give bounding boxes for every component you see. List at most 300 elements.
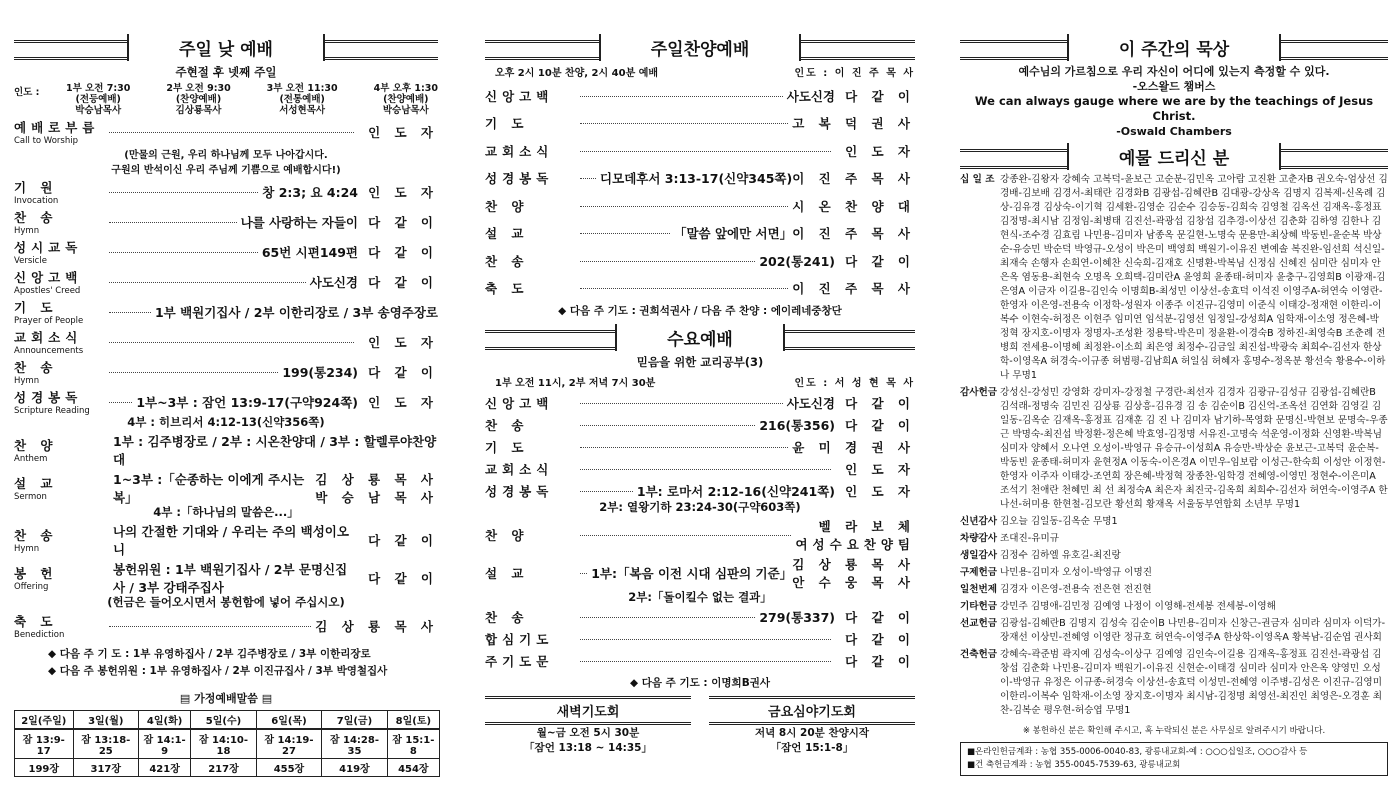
- order-content-text: 1부 : 김주병장로 / 2부 : 시온찬양대 / 3부 : 할렐루야찬양대: [113, 434, 437, 467]
- order-content: [109, 273, 358, 291]
- leader-label: 인도 :: [14, 87, 40, 98]
- giving-label: 신년감사: [960, 516, 998, 527]
- order-presenter: [835, 652, 915, 670]
- order-content: [580, 534, 795, 536]
- online-account: ■온라인헌금계좌 : 농협 355-0006-0040-83, 광릉내교회-예 : ○○○십일조, ○○○감사 등: [967, 747, 1308, 757]
- order-presenter-text: 다 같 이: [368, 215, 438, 230]
- order-item: [485, 193, 915, 219]
- order-presenter-second: 안 수 웅 목 사: [792, 575, 915, 590]
- order-content: [580, 416, 835, 434]
- order-label-english: Prayer of People: [14, 316, 84, 326]
- order-content-text: 사도신경: [786, 88, 835, 104]
- order-label: [485, 197, 580, 215]
- quote-korean: 예수님의 가르침으로 우리 자신이 어디에 있는지 측정할 수 있다.: [1018, 65, 1330, 78]
- order-item: [14, 208, 438, 236]
- order-presenter-text: 이 진 주 목 사: [792, 171, 915, 187]
- order-label-text: 찬 양: [485, 528, 529, 543]
- order-presenter-text: 다 같 이: [845, 654, 915, 669]
- order-presenter-text: 시 온 찬 양 대: [792, 198, 915, 214]
- order-item: [14, 178, 438, 206]
- order-presenter-text: 윤 미 경 권 사: [792, 440, 915, 455]
- order-content-text: 디모데후서 3:13-17(신약345쪽): [600, 171, 793, 187]
- order-label-text: 찬 송: [14, 528, 58, 543]
- home-passage: 잠 14:28-35: [322, 729, 387, 759]
- order-content: [580, 205, 792, 207]
- order-presenter-text: 김 상 룡 목 사: [792, 557, 915, 572]
- home-passage: 잠 15:1-8: [387, 729, 439, 759]
- giving-entry: [960, 532, 1388, 546]
- order-presenter-second: 박 승 남 목 사: [315, 490, 438, 505]
- order-presenter-text: 다 같 이: [368, 245, 438, 260]
- service-choir: (전통예배): [279, 94, 325, 105]
- order-label: [485, 652, 580, 670]
- wednesday-order: [485, 393, 915, 671]
- call-note-1: (만물의 근원, 우리 하나님께 모두 나아갑시다.: [124, 150, 328, 161]
- order-content-text: 나의 간절한 기대와 / 우리는 주의 백성이오니: [113, 524, 349, 557]
- order-row: [485, 555, 915, 591]
- order-content: [580, 150, 835, 152]
- order-content: [580, 660, 835, 662]
- order-label-text: 교회소식: [485, 143, 554, 159]
- order-row: [14, 208, 438, 236]
- order-row: [14, 298, 438, 326]
- order-item: [485, 555, 915, 605]
- order-row: [485, 393, 915, 413]
- order-label: [485, 438, 580, 456]
- order-label: [14, 436, 109, 464]
- order-content-text: 199(통234): [282, 365, 358, 380]
- order-content: [580, 482, 835, 500]
- order-row: [485, 221, 915, 247]
- order-content: [109, 470, 315, 506]
- home-worship-table: [14, 710, 440, 777]
- giving-entry: [960, 617, 1388, 645]
- order-presenter-text: 다 같 이: [845, 632, 915, 647]
- order-presenter: [795, 517, 915, 553]
- giving-label: 선교헌금: [960, 618, 998, 629]
- order-content: [580, 564, 792, 582]
- order-label-text: 설 교: [14, 476, 58, 491]
- order-content-text: 나를 사랑하는 자들이: [240, 215, 358, 230]
- order-label-english: Offering: [14, 582, 49, 592]
- order-label: [485, 169, 580, 187]
- order-presenter: [792, 197, 915, 215]
- giving-names: 강종완-김왕자 강혜숙 고복덕-윤보근 고순분-김민옥 고아람 고진환 고춘자B 권오숙-엄상선 김경배-김보배 김경서-최태란 김경화B 김광섭-김혜란B 김대광-강상옥 김명지 김복제-신옥례 김상-김유경 김상숙-이기혁 김세환-김영순 김순수 김승동-김희숙 김영철 김옥선 김재옥-홍정표 김정명-최시남 김정임-최병태 김진선-곽광섭 김창섭 김추경-이상선 김춘화 김하영 김한나 김현식-조수경 김효림 나민용-김미자 남종옥 문길현-노명숙 문용만-최상혜 박동빈-윤순복 박상순-유승민 박순덕 박영규-오성이 박은미 백영희 백원기-이유진 변예솔 복진완-임선희 석신일-최재숙 손행자 손희연-이혜찬 신숙희-김재호 신명환-박복님 신정심 신혜진 심미란 심미자 안은옥 염동용-최현숙 오명옥 오희택-김미란A 윤영희 윤종태-허미자 윤충구-김영희B 이광재-김은영A 이금자 이길용-김인숙 이명희B-최성민 이상선-송효덕 이석진 이영주A-허연숙 이영란-한영자 이은영-전용숙 이정학-성원자 이종주 이진규-김영미 이준식 이태강-정재현 이한리-이복수 이현숙-허정은 이현주 임미연 임석분-김영선 임정일-강성희A 임학재-이소영 정은혜-박정혁 장지호-이명자 정명자-조성환 정용탁-박은미 정윤환-이경숙B 정하진-최영숙B 조춘례 전병희 전세용-이명혜 최정완-이소희 최은영 최정수-김금일 최진섭-박광숙 최희수-김선자 한상학-이영옥A 허경숙-이규종 허범평-김남희A 허일심 허혜자 홍명수-정옥분 황선숙 황용수-이하나 무명1: [1000, 174, 1388, 381]
- order-label: [14, 358, 109, 386]
- order-label-text: 성경봉독: [485, 171, 554, 187]
- order-row: [14, 328, 438, 356]
- building-account: ■건 축헌금계좌 : 농협 355-0045-7539-63, 광릉내교회: [967, 760, 1181, 770]
- giving-label: 생일감사: [960, 550, 998, 561]
- prayer-meetings: [485, 696, 915, 755]
- order-presenter: [835, 482, 915, 500]
- giving-label: 감사헌금: [960, 387, 998, 398]
- order-row: [485, 459, 915, 479]
- giving-title: 예물 드리신 분: [1067, 143, 1281, 170]
- order-presenter-text: 인 도 자: [368, 125, 438, 140]
- order-content-text: 1부 백원기집사 / 2부 이한리장로 / 3부 송영주장로: [154, 305, 438, 320]
- giving-label: 건축헌금: [960, 649, 998, 660]
- order-label: [14, 268, 109, 296]
- order-content: [109, 213, 358, 231]
- order-label: [485, 416, 580, 434]
- dawn-prayer-text: 「잠언 13:18 ~ 14:35」: [524, 742, 652, 754]
- order-presenter: [792, 279, 915, 297]
- dawn-prayer-title: 새벽기도회: [485, 696, 691, 725]
- order-content-text: 1부:「복음 이전 시대 심판의 기준」: [591, 566, 793, 581]
- quote-author-english: -Oswald Chambers: [1116, 125, 1232, 138]
- order-row: [14, 388, 438, 416]
- praise-time: 오후 2시 10분 찬양, 2시 40분 예배: [495, 68, 659, 79]
- order-presenter: [792, 169, 915, 187]
- giving-entry: [960, 386, 1388, 512]
- order-label-english: Hymn: [14, 544, 40, 554]
- home-day: 8일(토): [387, 711, 439, 730]
- order-content-text: 216(통356): [759, 418, 835, 433]
- sunday-worship-column: [14, 34, 438, 777]
- home-hymn: 419장: [322, 759, 387, 777]
- service-leader: 서성현목사: [279, 105, 326, 116]
- wednesday-time: 1부 오전 11시, 2부 저녁 7시 30분: [495, 378, 656, 389]
- meditation-quote: [960, 64, 1388, 139]
- order-label: [14, 178, 109, 206]
- order-item: [485, 221, 915, 247]
- home-hymn: 454장: [387, 759, 439, 777]
- next-week-assignments: [14, 646, 438, 680]
- order-content: [580, 252, 835, 270]
- order-row: [485, 138, 915, 164]
- order-presenter: [358, 393, 438, 411]
- home-hymn: 317장: [73, 759, 138, 777]
- order-label: [485, 526, 580, 544]
- order-item: [485, 248, 915, 274]
- order-presenter-text: 김 상 룡 목 사: [315, 619, 438, 634]
- order-row: [14, 358, 438, 386]
- order-row: [14, 118, 438, 146]
- order-item: [485, 276, 915, 302]
- order-label: [14, 328, 109, 356]
- service-choir: (전등예배): [75, 94, 121, 105]
- friday-prayer-title: 금요심야기도회: [709, 696, 915, 725]
- order-label-text: 합심기도: [485, 632, 554, 647]
- order-label: [485, 460, 580, 478]
- giving-entry: [960, 648, 1388, 718]
- order-label: [14, 208, 109, 236]
- order-label-english: Anthem: [14, 454, 48, 464]
- order-content: [580, 446, 792, 448]
- order-presenter: [315, 617, 438, 635]
- order-label-english: Benediction: [14, 630, 65, 640]
- service-1: [66, 83, 130, 116]
- giving-entry: [960, 515, 1388, 529]
- order-label-text: 성경봉독: [485, 484, 554, 499]
- order-label-english: Apostles' Creed: [14, 286, 81, 296]
- order-label-text: 찬 양: [485, 198, 529, 214]
- order-content-text: 봉헌위원 : 1부 백원기집사 / 2부 문명신집사 / 3부 강태주집사: [113, 562, 348, 595]
- quote-english: We can always gauge where we are by the teachings of Jesus Christ.: [974, 94, 1374, 123]
- order-presenter: [358, 243, 438, 261]
- order-item: [14, 522, 438, 558]
- order-presenter-text: 이 진 주 목 사: [792, 226, 915, 242]
- order-presenter: [358, 273, 438, 291]
- order-content: [109, 625, 315, 627]
- account-box: [960, 742, 1388, 776]
- order-row: [14, 238, 438, 266]
- order-content: [109, 131, 358, 133]
- order-presenter-text: 다 같 이: [845, 610, 915, 625]
- order-presenter: [358, 363, 438, 381]
- home-worship-title: ▤ 가정예배말씀 ▤: [179, 692, 273, 705]
- order-content: [580, 394, 835, 412]
- order-content-text: 202(통241): [759, 253, 835, 269]
- order-presenter: [358, 569, 438, 587]
- call-note-2: 구원의 반석이신 우리 주님께 기쁨으로 예배합시다!): [111, 165, 341, 176]
- order-row: [485, 83, 915, 109]
- order-label-text: 주기도문: [485, 654, 554, 669]
- order-presenter: [835, 394, 915, 412]
- order-item: [14, 432, 438, 468]
- order-content: [580, 468, 835, 470]
- order-presenter: [792, 114, 915, 132]
- order-row: [485, 437, 915, 457]
- home-day: 5일(수): [191, 711, 256, 730]
- service-3: [267, 83, 338, 116]
- meditation-title: 이 주간의 묵상: [1067, 34, 1281, 61]
- order-label-text: 기 도: [485, 116, 529, 132]
- order-presenter-text: 인 도 자: [845, 484, 915, 499]
- order-label-english: Hymn: [14, 226, 40, 236]
- order-label: [485, 608, 580, 626]
- home-hymn: 199장: [15, 759, 74, 777]
- order-content: [580, 169, 792, 187]
- order-presenter: [835, 87, 915, 105]
- order-item: [485, 415, 915, 435]
- order-row: [485, 517, 915, 553]
- order-item: [485, 166, 915, 192]
- order-presenter: [358, 531, 438, 549]
- order-content-text: 65번 시편149편: [261, 245, 358, 260]
- order-content-text: 창 2:3; 요 4:24: [262, 185, 358, 200]
- order-label: [485, 252, 580, 270]
- order-content-text: 사도신경: [309, 275, 358, 290]
- order-presenter-text: 다 같 이: [845, 88, 915, 104]
- order-presenter-text: 인 도 자: [368, 185, 438, 200]
- giving-entry: [960, 173, 1388, 383]
- order-label-text: 성시교독: [14, 240, 83, 255]
- order-item: [485, 629, 915, 649]
- order-item: [14, 612, 438, 640]
- order-row: [14, 470, 438, 506]
- order-row: [485, 629, 915, 649]
- service-leader: 박승남목사: [75, 105, 122, 116]
- giving-header: [960, 143, 1388, 169]
- order-presenter-text: 고 복 덕 권 사: [792, 116, 915, 132]
- order-label-text: 찬 송: [485, 253, 529, 269]
- order-item: [485, 111, 915, 137]
- order-label-text: 성경봉독: [14, 390, 83, 405]
- wednesday-leader: 인도 : 서 성 현 목 사: [794, 378, 915, 389]
- giving-entry: [960, 583, 1388, 597]
- order-item: [14, 238, 438, 266]
- order-content: [580, 224, 792, 242]
- order-row: [485, 193, 915, 219]
- service-choir: (찬양예배): [383, 94, 429, 105]
- order-content: [580, 87, 835, 105]
- order-label-text: 봉 헌: [14, 566, 58, 581]
- order-presenter-text: 다 같 이: [368, 533, 438, 548]
- order-presenter-text: 인 도 자: [368, 395, 438, 410]
- liturgical-week: 주현절 후 넷째 주일: [175, 65, 277, 79]
- order-item: [485, 393, 915, 413]
- home-day: 3일(월): [73, 711, 138, 730]
- order-label-text: 찬 송: [14, 210, 58, 225]
- sunday-worship-header: [14, 34, 438, 60]
- giving-notice: ※ 봉헌하신 분은 확인해 주시고, 혹 누락되신 분은 사무실로 알려주시기 바랍니다.: [1022, 726, 1326, 736]
- order-label-text: 축 도: [14, 614, 58, 629]
- order-row: [485, 111, 915, 137]
- order-presenter: [792, 224, 915, 242]
- order-item: [485, 517, 915, 553]
- order-label: [485, 630, 580, 648]
- order-label-text: 설 교: [485, 226, 529, 242]
- order-presenter: [358, 123, 438, 141]
- order-presenter: [358, 213, 438, 231]
- dawn-prayer-time: 월~금 오전 5시 30분: [536, 727, 640, 739]
- order-presenter: [835, 630, 915, 648]
- next-prayer: ◆ 다음 주 기 도 : 1부 유영하집사 / 2부 김주병장로 / 3부 이한리장로: [48, 648, 371, 660]
- order-content: [109, 393, 358, 411]
- order-label-english: Call to Worship: [14, 136, 78, 146]
- order-label: [485, 114, 580, 132]
- order-presenter: [358, 183, 438, 201]
- order-label: [14, 564, 109, 592]
- service-times: [14, 83, 438, 116]
- praise-order: [485, 83, 915, 301]
- order-label: [14, 388, 109, 416]
- order-label-text: 찬 양: [14, 438, 58, 453]
- order-label: [485, 564, 580, 582]
- order-label-text: 설 교: [485, 566, 529, 581]
- order-presenter: [315, 470, 438, 506]
- home-row-home-passage: [15, 729, 440, 759]
- service-leader: 김상룡목사: [175, 105, 222, 116]
- order-content: [109, 522, 358, 558]
- sunday-worship-title: 주일 낮 예배: [127, 34, 325, 61]
- order-label-text: 기 도: [485, 440, 529, 455]
- order-label: [485, 87, 580, 105]
- friday-prayer-time: 저녁 8시 20분 찬양시작: [754, 727, 870, 739]
- meditation-header: [960, 34, 1388, 60]
- order-content: [109, 243, 358, 261]
- order-row: [14, 612, 438, 640]
- order-row: [14, 178, 438, 206]
- dawn-prayer: [485, 696, 691, 755]
- order-label-text: 신앙고백: [14, 270, 83, 285]
- praise-info: [485, 64, 915, 79]
- order-presenter: [358, 333, 438, 351]
- friday-prayer-text: 「잠언 15:1-8」: [770, 742, 854, 754]
- giving-entry: [960, 600, 1388, 614]
- giving-names: 나민용-김미자 오성이-박영규 이명진: [1000, 567, 1153, 578]
- order-presenter-text: 인 도 자: [845, 143, 915, 159]
- order-row: [14, 522, 438, 558]
- order-presenter: [835, 416, 915, 434]
- order-content-second: 4부 :「하나님의 말씀은...」: [153, 505, 299, 519]
- giving-label: 차량감사: [960, 533, 998, 544]
- giving-names: 강성신-강성민 강영화 강미자-강정철 구경란-최선자 김경자 김광규-김성규 김광섭-김혜란B 김석래-정명숙 김민진 김상룡 김상흥-김유경 김 송 김순이B 김신억-조옥선 김연화 김영길 김일동-김옥순 김재옥-홍정표 김재훈 김 진 나 김미자 남기하-목영화 문명신-박현보 문명숙-우종근 박명숙-최진섭 박정환-정은혜 박효영-김정명 서유진-고명숙 석운영-이정화 신영환-박복님 심미자 양혜서 오나연 오성이-박영규 유승규-이성희A 유승만-박상순 윤보근-고복덕 윤순복-박동빈 윤종태-허미자 윤현정A 이동숙-이은경A 이민우-임보람 이성근-한숙희 이성안 이정현-한영자 이주자 이태강-조연희 장은혜-박정혁 장종찬-임학경 전혜영-이영민 정현수-이은미A 조석기 천애란 천혜민 최 선 최정숙A 최은자 최진국-김옥희 최희수-김선자 허연숙-이영주A 한나선-허미용 한현철-김모란 황선희 황재옥 서울동부연합회 소년부 무명1: [1000, 387, 1388, 510]
- wednesday-subtitle: 믿음을 위한 교리공부(3): [636, 355, 764, 369]
- order-row: [14, 560, 438, 596]
- order-presenter-text: 다 같 이: [368, 571, 438, 586]
- service-time: 4부 오후 1:30: [373, 83, 438, 94]
- order-item: [14, 560, 438, 610]
- order-label-english: Announcements: [14, 346, 84, 356]
- order-row: [485, 248, 915, 274]
- order-item: [14, 388, 438, 430]
- order-item: [14, 358, 438, 386]
- order-presenter-text: 다 같 이: [368, 275, 438, 290]
- quote-author-korean: -오스왈드 챔버스: [1132, 80, 1216, 93]
- giving-names: 김정수 김하엘 유호길-최진랑: [1000, 550, 1121, 561]
- order-row: [485, 166, 915, 192]
- service-time: 3부 오전 11:30: [266, 83, 338, 94]
- order-row: [485, 651, 915, 671]
- order-label: [14, 298, 109, 326]
- order-content: [580, 638, 835, 640]
- home-day: 2일(주일): [15, 711, 74, 730]
- home-row-home-day: [15, 711, 440, 730]
- service-2: [166, 83, 230, 116]
- order-label: [485, 394, 580, 412]
- giving-entry: [960, 549, 1388, 563]
- order-label-text: 찬 송: [485, 610, 529, 625]
- giving-entry: [960, 566, 1388, 580]
- order-content: [109, 432, 438, 468]
- order-item: [14, 470, 438, 520]
- order-presenter-text: 김 상 룡 목 사: [315, 472, 438, 487]
- order-item: [14, 328, 438, 356]
- home-row-home-hymn: [15, 759, 440, 777]
- praise-leader: 인도 : 이 진 주 목 사: [794, 68, 915, 79]
- order-item: [14, 118, 438, 176]
- giving-list: [960, 173, 1388, 718]
- giving-label: 구제헌금: [960, 567, 998, 578]
- order-label-text: 찬 송: [485, 418, 529, 433]
- order-content: [109, 363, 358, 381]
- order-label: [14, 526, 109, 554]
- order-item: [14, 298, 438, 326]
- order-content: [109, 341, 358, 343]
- order-presenter-text: 다 같 이: [845, 418, 915, 433]
- giving-label: 기타헌금: [960, 601, 998, 612]
- order-content-text: 1부~3부 : 잠언 13:9-17(구약924쪽): [136, 395, 358, 410]
- order-label: [14, 118, 109, 146]
- order-presenter: [792, 555, 915, 591]
- home-hymn: 455장: [256, 759, 321, 777]
- order-label-text: 기 원: [14, 180, 58, 195]
- next-offering: ◆ 다음 주 봉헌위원 : 1부 유영하집사 / 2부 이진규집사 / 3부 박영철집사: [48, 665, 388, 677]
- order-presenter-text: 이 진 주 목 사: [792, 281, 915, 297]
- order-content-second: 2부: 열왕기하 23:24-30(구약603쪽): [599, 500, 801, 514]
- home-day: 6일(목): [256, 711, 321, 730]
- home-day: 4일(화): [139, 711, 191, 730]
- order-presenter-text: 인 도 자: [368, 335, 438, 350]
- order-label-text: 축 도: [485, 281, 529, 297]
- giving-names: 강민주 김명애-김민정 김예영 나정이 이영해-전세봉 전세봉-이영해: [1000, 601, 1276, 612]
- order-content: [580, 122, 792, 124]
- order-presenter: [835, 608, 915, 626]
- order-item: [485, 459, 915, 479]
